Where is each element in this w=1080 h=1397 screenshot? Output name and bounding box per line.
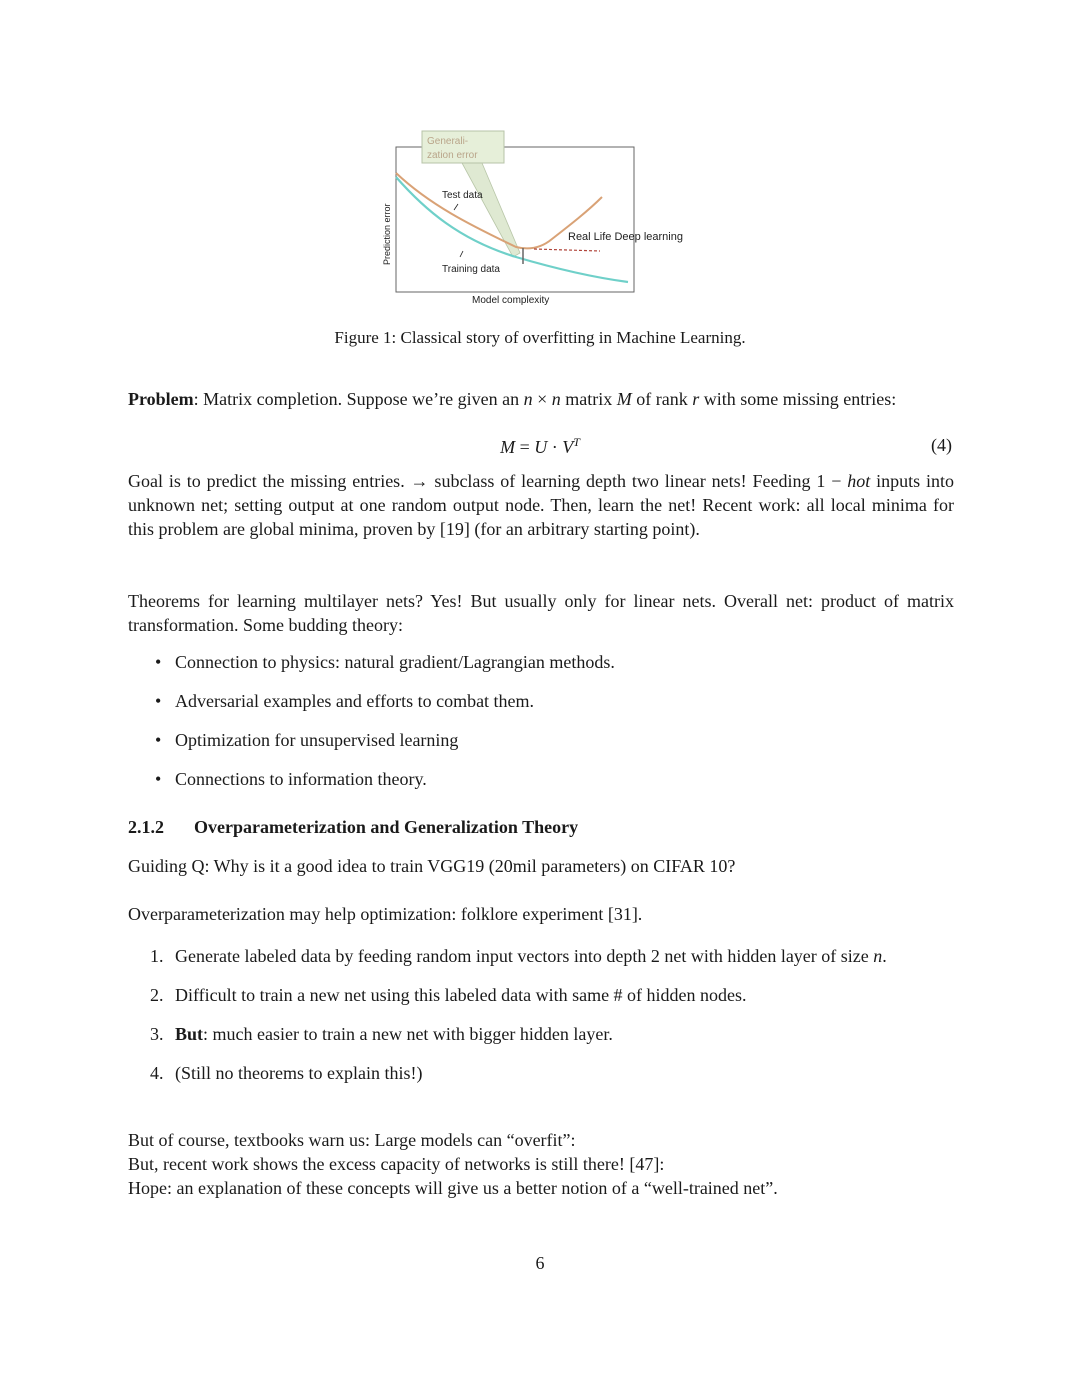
page-number: 6 (535, 1253, 545, 1273)
closing-line: But, recent work shows the excess capacity of networks is still there! [47]: (128, 1154, 665, 1174)
list-item (150, 983, 956, 1007)
list-item-text: Connection to physics: natural gradient/Lagrangian methods. (175, 652, 615, 672)
problem-lead: Problem (128, 389, 194, 409)
problem-text: matrix (560, 389, 617, 409)
list-item-text: . (882, 946, 887, 966)
problem-text: with some missing entries: (699, 389, 897, 409)
budding-theory-list (155, 650, 955, 806)
callout-pointer (462, 163, 520, 257)
times-symbol: × (532, 389, 552, 409)
list-item (155, 689, 955, 728)
list-item-text: Difficult to train a new net using this labeled data with same # of hidden nodes. (175, 985, 747, 1005)
section-heading (128, 817, 578, 838)
folklore-experiment-list (150, 944, 956, 1100)
callout-line1: Generali- (427, 136, 469, 147)
problem-text: : Matrix completion. Suppose we’re given an (193, 389, 524, 409)
problem-paragraph (128, 387, 954, 411)
list-item-text: Adversarial examples and efforts to combat them. (175, 691, 535, 711)
overfitting-chart (370, 125, 710, 315)
bullet-icon: • (155, 691, 162, 711)
var-n: n (873, 946, 883, 966)
list-item-text: : much easier to train a new net with bigger hidden layer. (203, 1024, 613, 1044)
list-item-text: Optimization for unsupervised learning (175, 730, 459, 750)
var-n: n (523, 389, 533, 409)
label-training-data: Training data (442, 264, 500, 275)
goal-text: inputs into unknown net; setting output at one random output node. Then, learn the net! Recent work: all local minima for this problem are global minima, proven by [19] (for an arbitrary starting point). (128, 471, 955, 539)
y-axis-label: Prediction error (382, 203, 392, 265)
callout-line2: zation error (427, 150, 478, 161)
problem-text: of rank (631, 389, 693, 409)
equation-4 (0, 435, 1080, 458)
list-number: 2. (150, 985, 164, 1005)
section-number: 2.1.2 (128, 817, 164, 837)
list-item-text: (Still no theorems to explain this!) (175, 1063, 423, 1083)
var-r: r (692, 389, 700, 409)
list-item-bold: But (175, 1024, 204, 1044)
overparam-paragraph: Overparameterization may help optimization: folklore experiment [31]. (128, 904, 643, 924)
eq-sign: = (515, 437, 535, 457)
training-data-arrow (460, 251, 463, 257)
list-item (150, 1061, 956, 1085)
equation-number: (4) (931, 435, 952, 455)
list-item (155, 650, 955, 689)
label-test-data: Test data (442, 190, 483, 201)
var-M: M (616, 389, 632, 409)
eq-transpose: T (573, 435, 580, 449)
list-item-text: Generate labeled data by feeding random input vectors into depth 2 net with hidden layer of size (175, 946, 874, 966)
bullet-icon: • (155, 769, 162, 789)
closing-line: Hope: an explanation of these concepts will give us a better notion of a “well-trained net”. (128, 1178, 778, 1198)
hot-italic: hot (847, 471, 871, 491)
list-item (155, 728, 955, 767)
eq-lhs: M (500, 437, 516, 457)
test-data-arrow (454, 204, 458, 210)
training-data-curve (396, 177, 628, 282)
guiding-question: Guiding Q: Why is it a good idea to train VGG19 (20mil parameters) on CIFAR 10? (128, 856, 736, 876)
list-item (150, 1022, 956, 1046)
list-item (155, 767, 955, 806)
list-number: 1. (150, 946, 164, 966)
var-n: n (551, 389, 561, 409)
list-number: 4. (150, 1063, 164, 1083)
real-life-dashed-line (534, 249, 600, 251)
theorems-paragraph: Theorems for learning multilayer nets? Yes! But usually only for linear nets. Overall net: product of matrix transformation. Some budding theory: (128, 591, 954, 635)
bullet-icon: • (155, 730, 162, 750)
figure-caption: Figure 1: Classical story of overfitting in Machine Learning. (334, 328, 746, 347)
plot-frame (396, 147, 634, 292)
x-axis-label: Model complexity (472, 295, 550, 306)
goal-text: Goal is to predict the missing entries. → subclass of learning depth two linear nets! Feeding 1 − (128, 471, 848, 491)
goal-paragraph (128, 469, 954, 541)
section-title: Overparameterization and Generalization Theory (194, 817, 579, 837)
list-item (150, 944, 956, 968)
label-real-life-deep-learning: Real Life Deep learning (568, 231, 683, 243)
eq-dot: · (547, 437, 563, 457)
eq-U: U (534, 437, 548, 457)
closing-line: But of course, textbooks warn us: Large models can “overfit”: (128, 1130, 576, 1150)
list-number: 3. (150, 1024, 164, 1044)
overfitting-figure (370, 125, 710, 315)
list-item-text: Connections to information theory. (175, 769, 427, 789)
closing-paragraph (128, 1128, 954, 1200)
eq-V: V (562, 437, 574, 457)
bullet-icon: • (155, 652, 162, 672)
